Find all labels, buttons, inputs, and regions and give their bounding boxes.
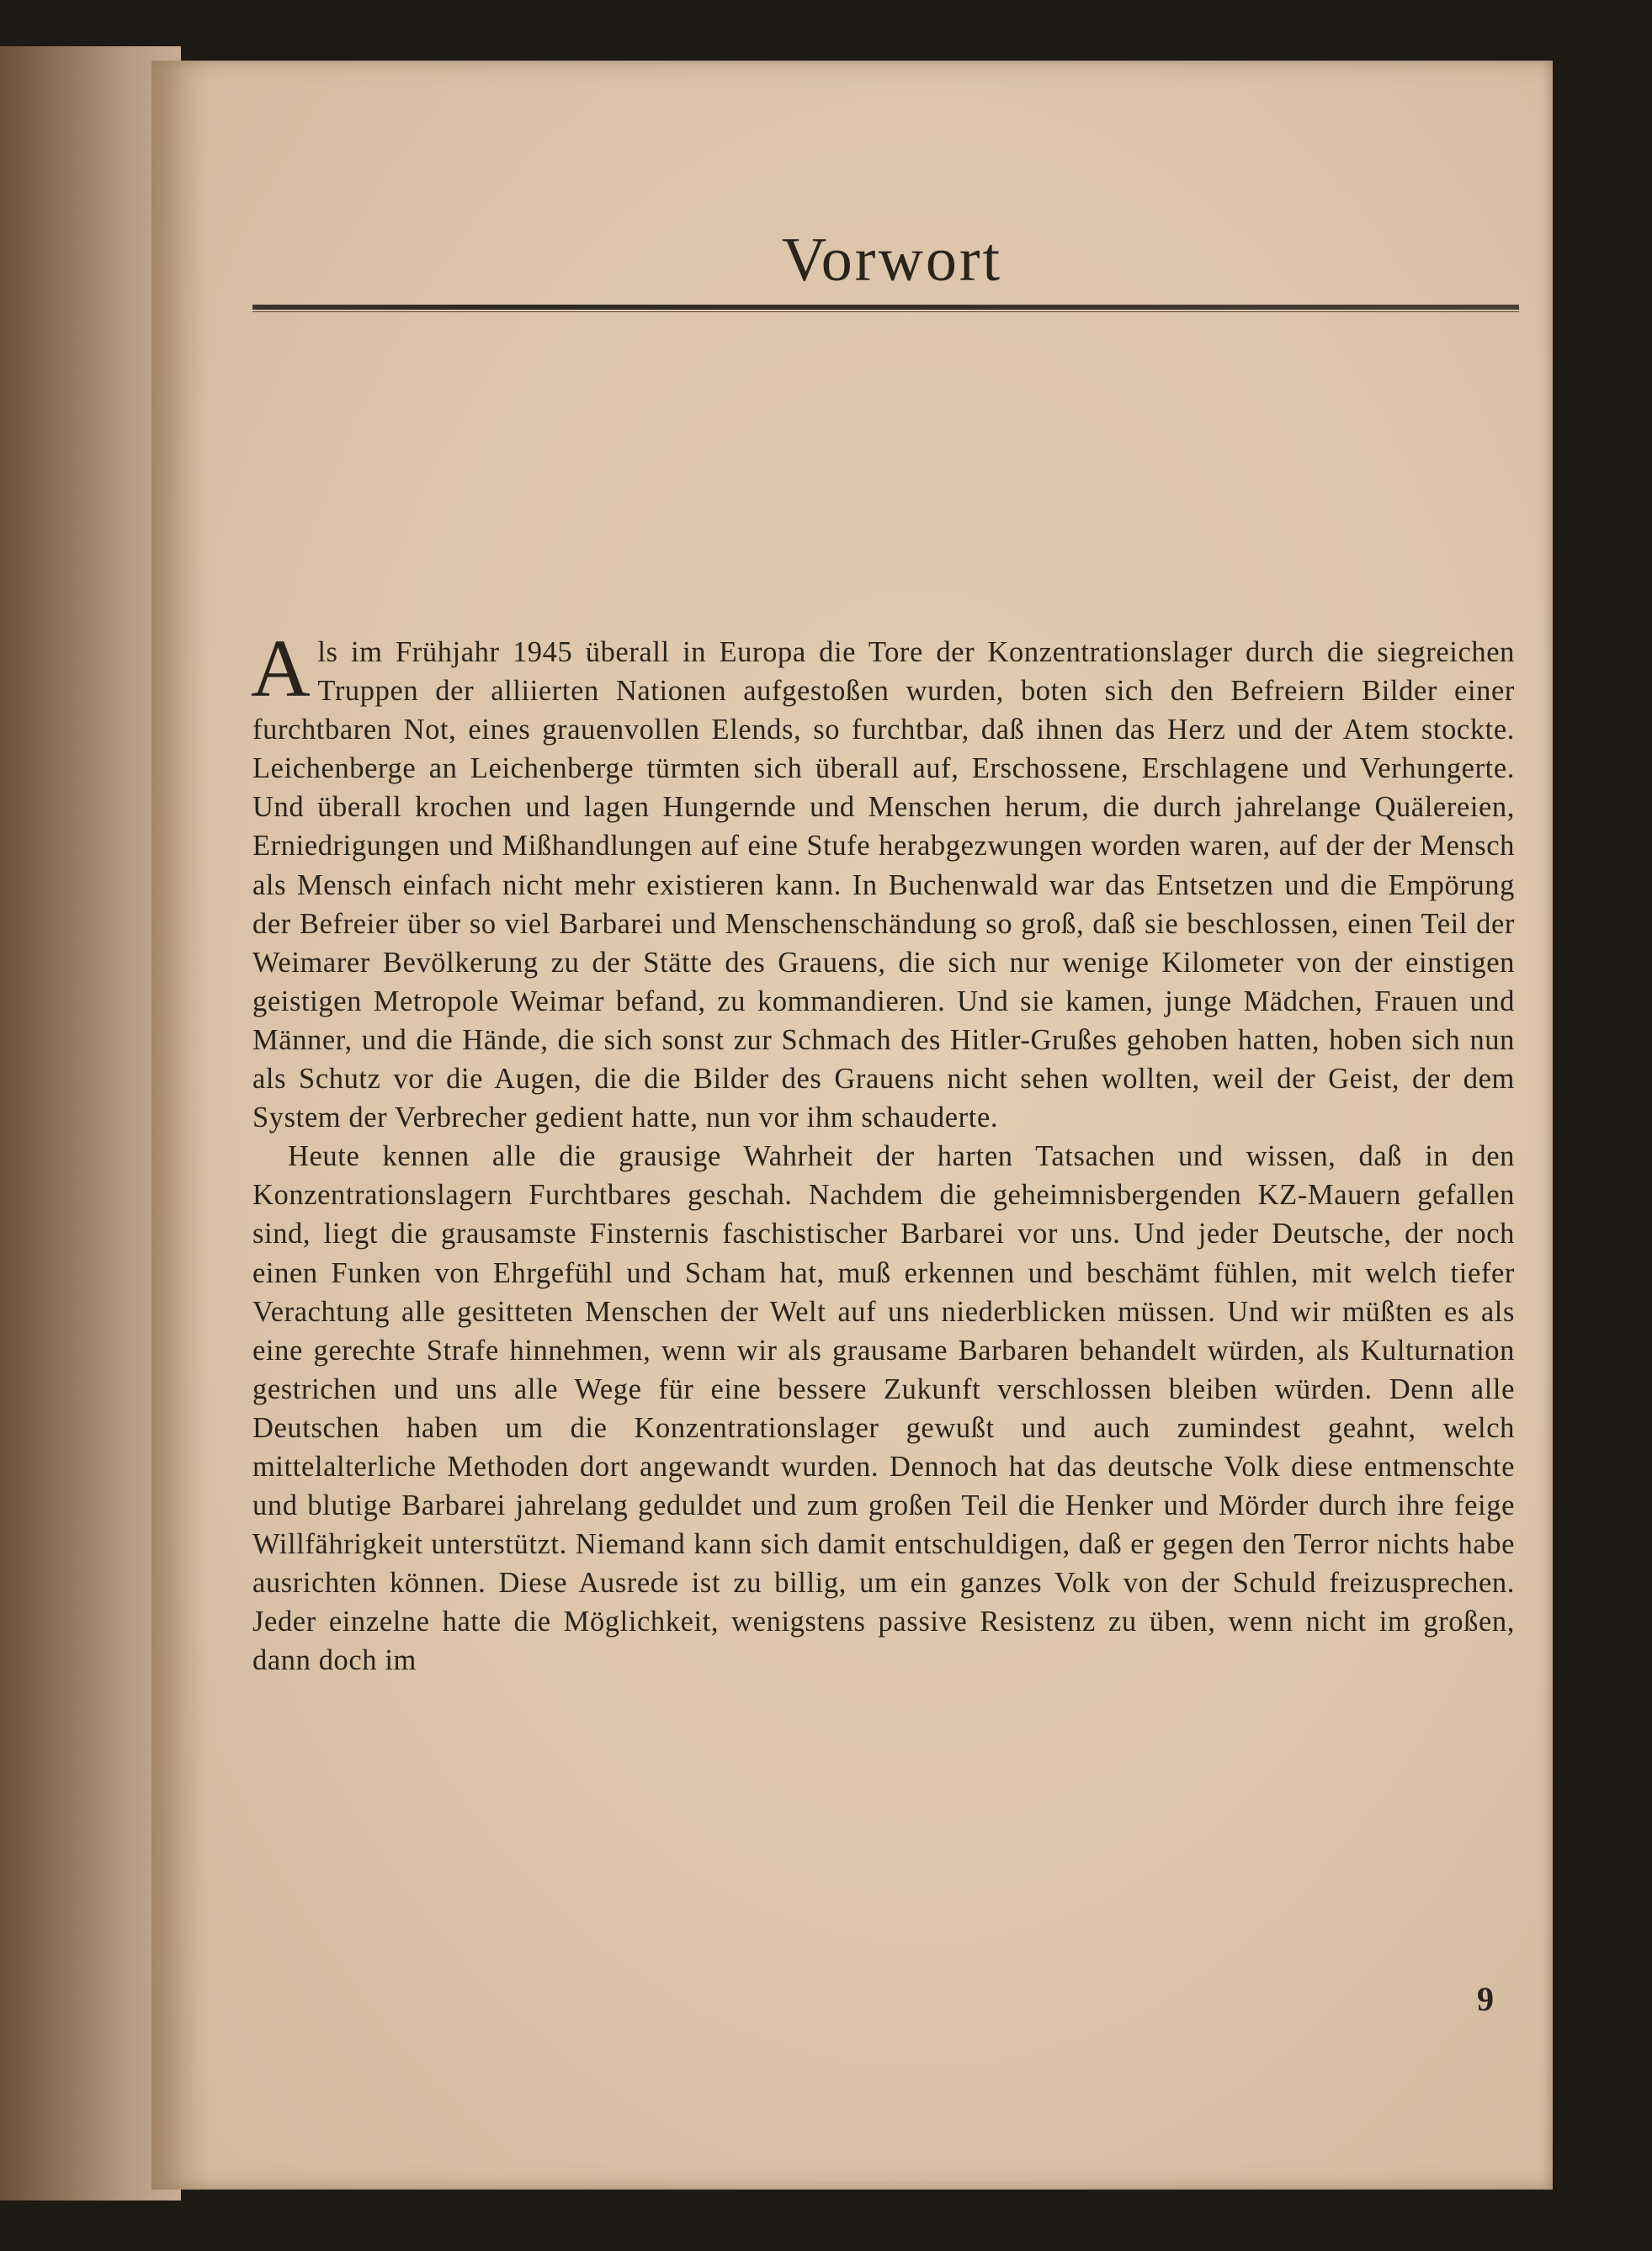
body-text xyxy=(251,624,1515,1680)
title-rule-thin xyxy=(252,311,1519,312)
title-rule xyxy=(252,305,1519,310)
paragraph-2: Heute kennen alle die grausige Wahrheit der harten Tatsachen und wissen, daß in den Konzentrationslagern Furchtbares geschah. Nachdem die geheimnisbergenden KZ-Mauern gefallen sind, liegt die grausamste Finsternis faschistischer Barbarei vor uns. Und jeder Deutsche, der noch einen Funken von Ehrgefühl und Scham hat, muß erkennen und beschämt fühlen, mit welch tiefer Verachtung alle gesitteten Menschen der Welt auf uns niederblicken müssen. Und wir müßten es als eine gerechte Strafe hinnehmen, wenn wir als grausame Barbaren behandelt würden, als Kulturnation gestrichen und uns alle Wege für eine bessere Zukunft verschlossen bleiben würden. Denn alle Deutschen haben um die Konzentrationslager gewußt und auch zumindest geahnt, welch mittelalterliche Methoden dort angewandt wurden. Dennoch hat das deutsche Volk diese entmenschte und blutige Barbarei jahrelang geduldet und zum großen Teil die Henker und Mörder durch ihre feige Willfährigkeit unterstützt. Niemand kann sich damit entschuldigen, daß er gegen den Terror nichts habe ausrichten können. Diese Ausrede ist zu billig, um ein ganzes Volk von der Schuld freizusprechen. Jeder einzelne hatte die Möglichkeit, wenigstens passive Resistenz zu üben, wenn nicht im großen, dann doch im xyxy=(252,1140,1515,1677)
paragraph-1 xyxy=(251,624,1515,1137)
paragraph-1-text: ls im Frühjahr 1945 überall in Europa die Tore der Konzentrationslager durch die siegreichen Truppen der alliierten Nationen aufgestoßen wurden, boten sich den Befreiern Bilder einer furchtbaren Not, eines grauenvollen Elends, so furchtbar, daß ihnen das Herz und der Atem stockte. Leichenberge an Leichenberge türmten sich überall auf, Erschossene, Erschlagene und Verhungerte. Und überall krochen und lagen Hungernde und Menschen herum, die durch jahrelange Quälereien, Erniedrigungen und Mißhandlungen auf eine Stufe herabgezwungen worden waren, auf der der Mensch als Mensch einfach nicht mehr existieren kann. In Buchenwald war das Entsetzen und die Empörung der Befreier über so viel Barbarei und Menschenschändung so groß, daß sie beschlossen, einen Teil der Weimarer Bevölkerung zu der Stätte des Grauens, die sich nur wenige Kilometer von der einstigen geistigen Metropole Weimar befand, zu kommandieren. Und sie kamen, junge Mädchen, Frauen und Männer, und die Hände, die sich sonst zur Schmach des Hitler-Grußes gehoben hatten, hoben sich nun als Schutz vor die Augen, die die Bilder des Grauens nicht sehen wollten, weil der Geist, der dem System der Verbrecher gedient hatte, nun vor ihm schauderte. xyxy=(252,636,1515,1134)
page-gutter-shadow xyxy=(151,61,210,2190)
page-title: Vorwort xyxy=(781,226,1003,295)
page-number: 9 xyxy=(1477,1980,1494,2018)
book-page xyxy=(151,61,1553,2190)
drop-cap: A xyxy=(251,624,311,714)
